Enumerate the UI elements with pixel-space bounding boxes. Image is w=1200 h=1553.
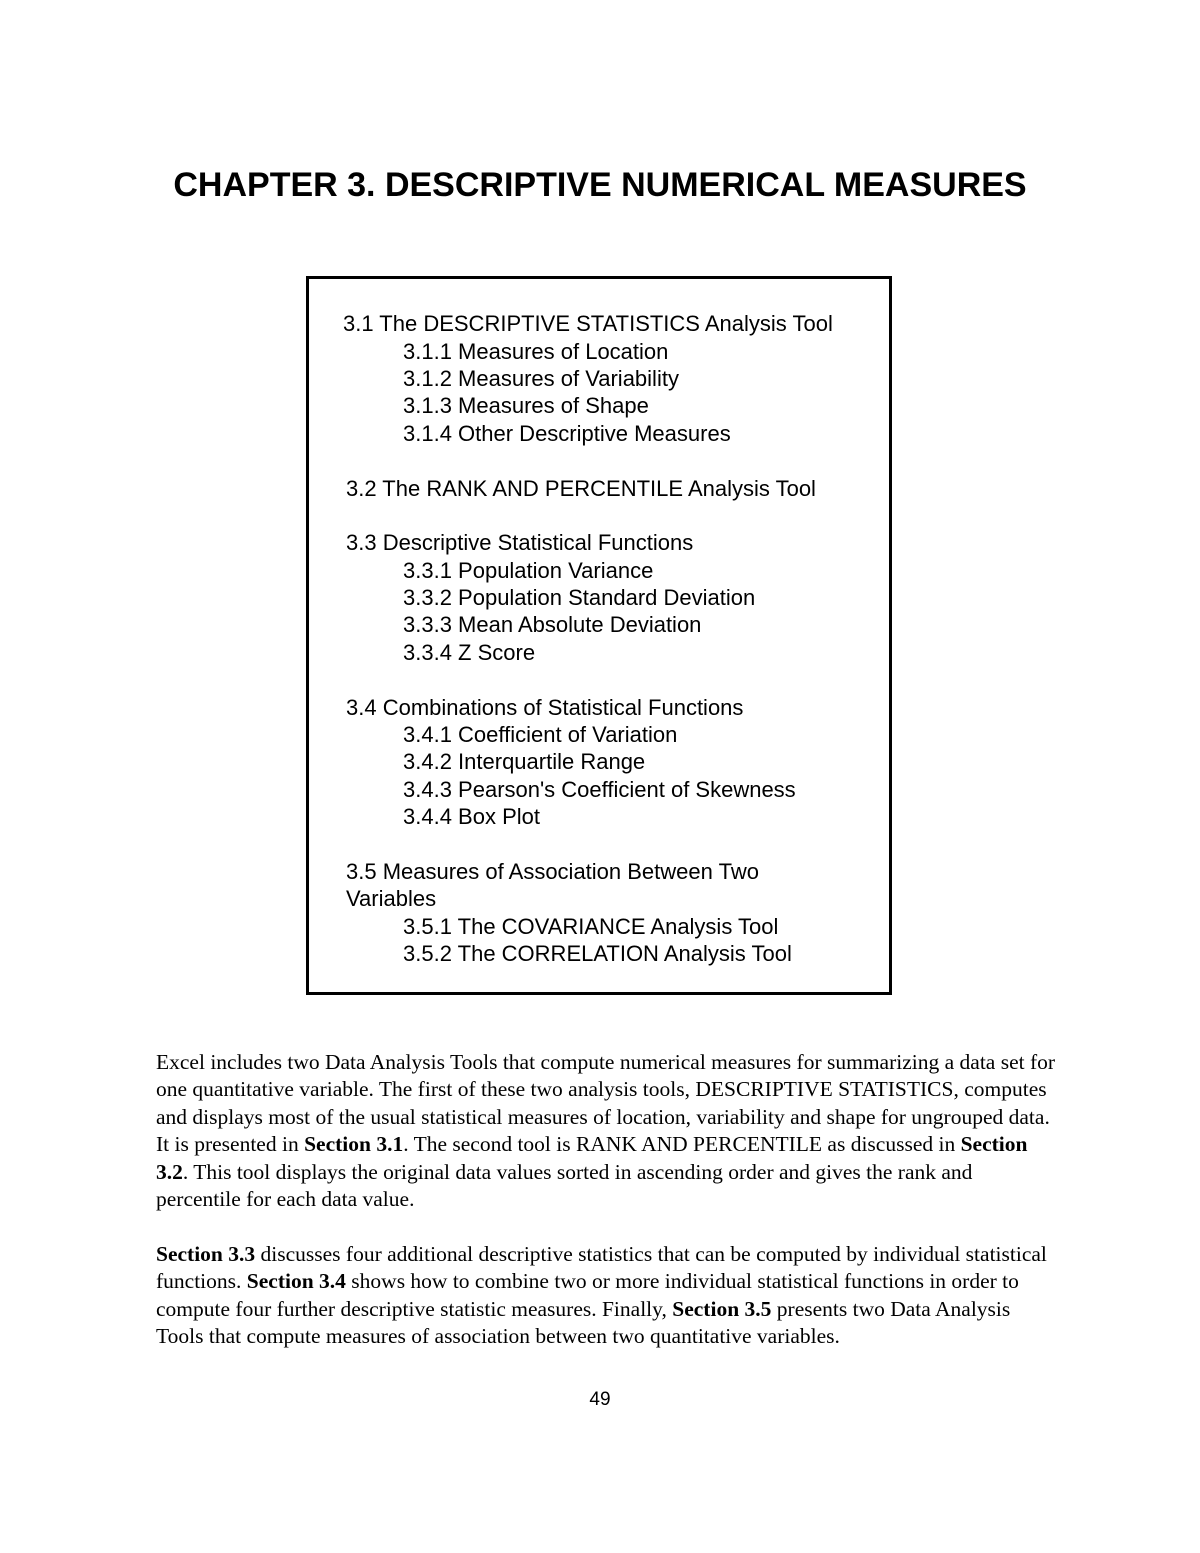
intro-text-3: . This tool displays the original data values sorted in ascending order and gives the rank and percentile for each data value. — [156, 1159, 973, 1212]
toc-subsection-3-4-1: 3.4.1 Coefficient of Variation — [403, 722, 678, 747]
section-3-5-reference: Section 3.5 — [672, 1296, 772, 1321]
toc-subsection-3-4-2: 3.4.2 Interquartile Range — [403, 749, 646, 774]
toc-subsection-3-1-3: 3.1.3 Measures of Shape — [403, 393, 649, 418]
chapter-title: CHAPTER 3. DESCRIPTIVE NUMERICAL MEASURES — [173, 166, 1027, 204]
toc-subsection-3-5-2: 3.5.2 The CORRELATION Analysis Tool — [403, 941, 792, 966]
overview-text-1: discusses four additional descriptive statistics that can be computed by individual statistical functions. — [156, 1242, 1047, 1294]
section-3-3-reference: Section 3.3 — [156, 1242, 256, 1266]
overview-text-2: shows how to combine two or more individual statistical functions in order to compute four further descriptive statistic measures. Finally, — [156, 1269, 1019, 1321]
toc-section-3-2: 3.2 The RANK AND PERCENTILE Analysis Tool — [346, 476, 816, 501]
section-3-4-reference: Section 3.4 — [246, 1269, 346, 1294]
toc-section-3-1: 3.1 The DESCRIPTIVE STATISTICS Analysis Tool — [343, 311, 833, 336]
page-number: 49 — [589, 1389, 611, 1410]
toc-subsection-3-3-4: 3.3.4 Z Score — [403, 640, 536, 665]
section-3-1-reference: Section 3.1 — [304, 1132, 404, 1157]
toc-subsection-3-5-1: 3.5.1 The COVARIANCE Analysis Tool — [403, 914, 779, 939]
overview-text-3: presents two Data Analysis Tools that compute measures of association between two quantitative variables. — [156, 1296, 1011, 1349]
intro-text-2: . The second tool is RANK AND PERCENTILE as discussed in — [403, 1132, 961, 1157]
overview-paragraph — [156, 1241, 1056, 1351]
toc-subsection-3-3-3: 3.3.3 Mean Absolute Deviation — [403, 612, 702, 637]
toc-subsection-3-4-4: 3.4.4 Box Plot — [403, 804, 540, 829]
toc-section-3-4: 3.4 Combinations of Statistical Functions — [346, 695, 744, 720]
table-of-contents-box — [306, 276, 892, 995]
toc-subsection-3-1-2: 3.1.2 Measures of Variability — [403, 366, 679, 391]
toc-subsection-3-4-3: 3.4.3 Pearson's Coefficient of Skewness — [403, 777, 796, 802]
toc-subsection-3-1-1: 3.1.1 Measures of Location — [403, 339, 669, 364]
toc-subsection-3-3-2: 3.3.2 Population Standard Deviation — [403, 585, 756, 610]
toc-subsection-3-1-4: 3.1.4 Other Descriptive Measures — [403, 421, 731, 446]
section-3-2-reference: Section 3.2 — [156, 1132, 1028, 1184]
toc-section-3-5: 3.5 Measures of Association Between Two — [346, 859, 759, 884]
intro-text-1: Excel includes two Data Analysis Tools that compute numerical measures for summarizing a data set for one quantitative variable. The first of these two analysis tools, DESCRIPTIVE STATISTICS, computes and displays most of the usual statistical measures of location, variability and shape for ungrouped data. It is presented in — [156, 1050, 1056, 1157]
toc-subsection-3-3-1: 3.3.1 Population Variance — [403, 558, 654, 583]
toc-section-3-5-continued: Variables — [346, 886, 437, 911]
toc-section-3-3: 3.3 Descriptive Statistical Functions — [346, 530, 694, 555]
intro-paragraph — [156, 1049, 1056, 1213]
